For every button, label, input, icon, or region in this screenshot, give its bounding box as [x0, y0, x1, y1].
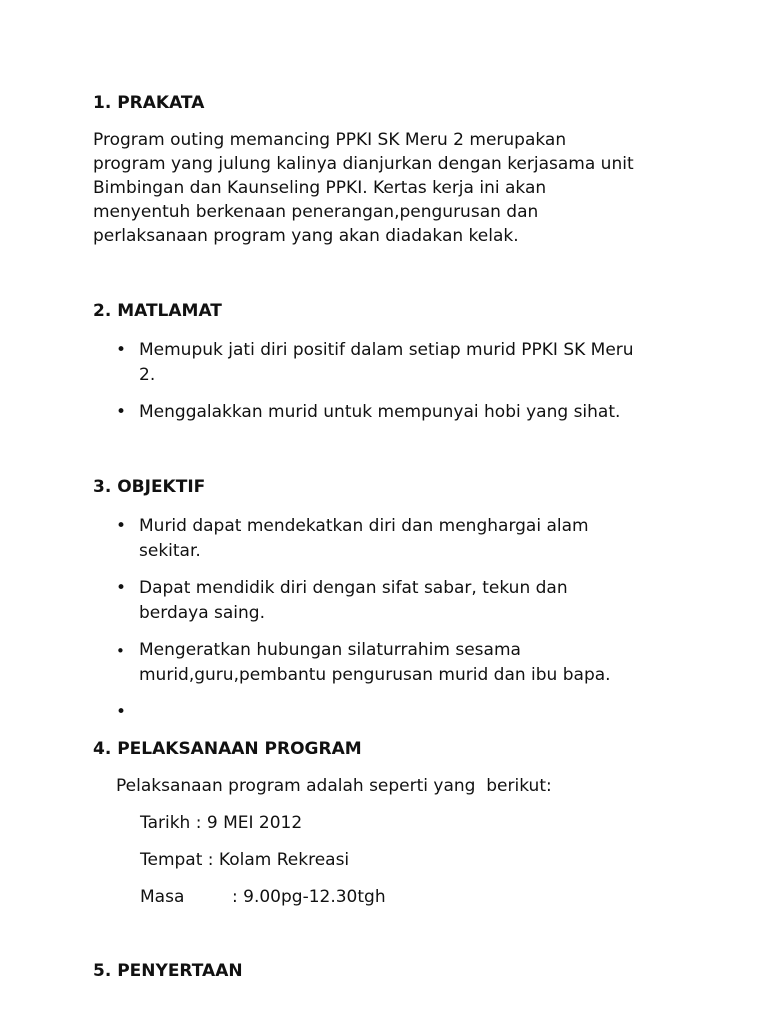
heading-objektif: 3. OBJEKTIF — [93, 477, 206, 497]
pelaksanaan-intro: Pelaksanaan program adalah seperti yang berikut: — [116, 776, 552, 796]
list-item-line: berdaya saing. — [139, 602, 265, 623]
paragraph-prakata — [93, 128, 693, 248]
bullet-icon: • — [116, 578, 127, 598]
list-item-matlamat-1 — [139, 338, 699, 387]
list-item-line: Murid dapat mendekatkan diri dan menghargai alam — [139, 516, 589, 536]
heading-penyertaan: 5. PENYERTAAN — [93, 961, 243, 981]
bullet-icon: • — [116, 702, 127, 722]
bullet-icon: • — [116, 516, 127, 536]
detail-tarikh: Tarikh : 9 MEI 2012 — [140, 813, 303, 833]
paragraph-line: perlaksanaan program yang akan diadakan kelak. — [93, 226, 519, 246]
list-item-line: Menggalakkan murid untuk mempunyai hobi yang sihat. — [139, 402, 621, 422]
list-item-objektif-3 — [139, 638, 699, 687]
detail-tempat: Tempat : Kolam Rekreasi — [140, 850, 350, 870]
paragraph-line: Program outing memancing PPKI SK Meru 2 merupakan — [93, 130, 567, 150]
heading-matlamat: 2. MATLAMAT — [93, 301, 222, 321]
detail-masa — [140, 885, 386, 909]
list-item-line: sekitar. — [139, 540, 201, 561]
bullet-icon: • — [116, 340, 127, 360]
list-item-line: Memupuk jati diri positif dalam setiap murid PPKI SK Meru — [139, 340, 634, 360]
list-item-objektif-1 — [139, 514, 699, 563]
paragraph-line: program yang julung kalinya dianjurkan dengan kerjasama unit — [93, 154, 634, 174]
list-item-objektif-2 — [139, 576, 699, 625]
list-item-line: Dapat mendidik diri dengan sifat sabar, tekun dan — [139, 578, 568, 598]
heading-pelaksanaan: 4. PELAKSANAAN PROGRAM — [93, 739, 362, 759]
masa-value: : 9.00pg-12.30tgh — [232, 887, 386, 907]
list-item-line: Mengeratkan hubungan silaturrahim sesama — [139, 640, 521, 660]
heading-prakata: 1. PRAKATA — [93, 93, 205, 113]
list-item-line: 2. — [139, 364, 156, 385]
paragraph-line: menyentuh berkenaan penerangan,pengurusan dan — [93, 202, 539, 222]
bullet-icon: • — [116, 642, 125, 660]
list-item-line: murid,guru,pembantu pengurusan murid dan ibu bapa. — [139, 664, 611, 685]
bullet-icon: • — [116, 402, 127, 422]
list-item-matlamat-2 — [139, 400, 699, 425]
paragraph-line: Bimbingan dan Kaunseling PPKI. Kertas kerja ini akan — [93, 178, 547, 198]
masa-label: Masa — [140, 887, 185, 907]
